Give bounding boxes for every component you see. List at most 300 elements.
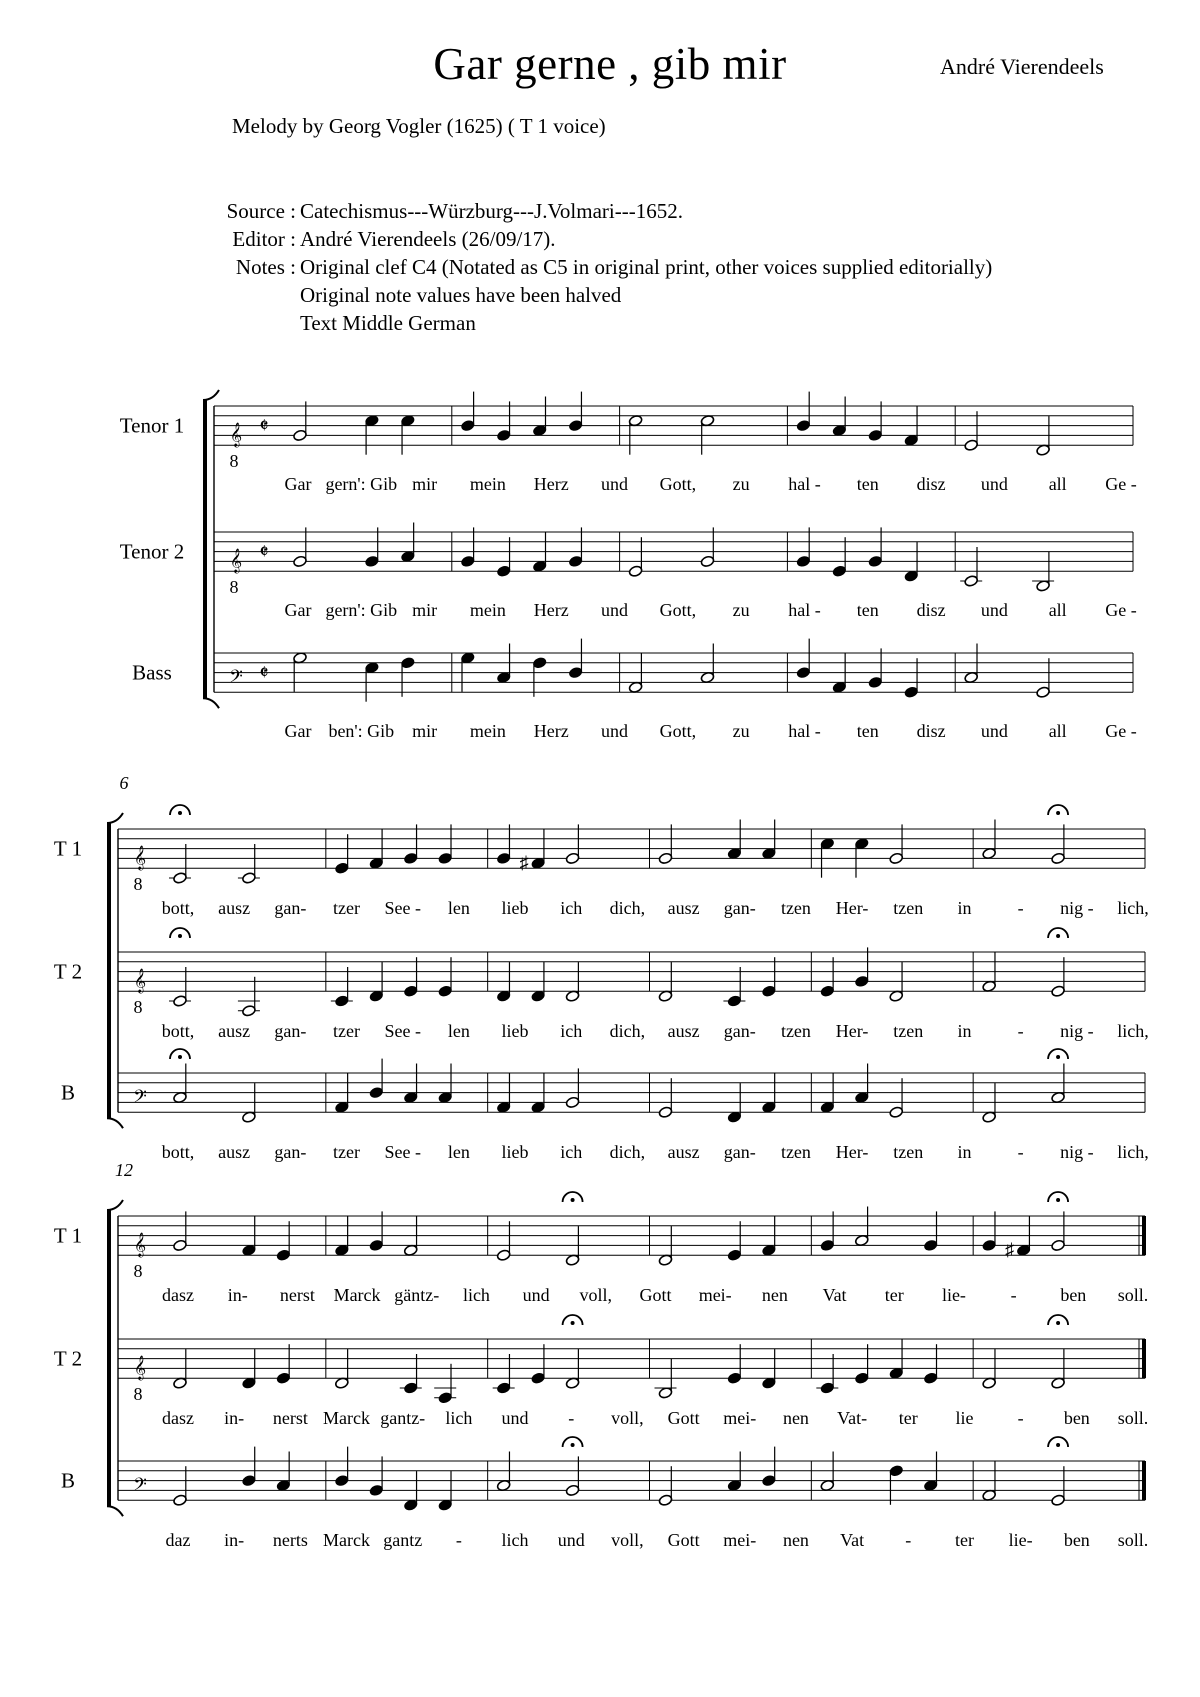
quarter-note <box>532 657 547 670</box>
lyric-syllable: ter <box>884 1285 904 1306</box>
quarter-note <box>496 429 511 442</box>
fermata-dot <box>1056 1443 1060 1447</box>
lyric-syllable: lie <box>955 1408 974 1429</box>
half-note <box>1051 1377 1066 1390</box>
lyric-syllable: zu <box>732 721 750 742</box>
lyric-syllable: dasz <box>162 1285 194 1306</box>
lyric-syllable: lich, <box>1117 1021 1149 1042</box>
lyric-syllable: lich <box>445 1408 473 1429</box>
lyric-syllable: gantz- <box>380 1408 426 1429</box>
lyric-syllable: Marck <box>333 1285 381 1306</box>
lyric-syllable: und <box>557 1530 585 1551</box>
lyric-syllable: ben': Gib <box>328 721 395 742</box>
half-note <box>242 1005 257 1018</box>
lyric-syllable: ten <box>856 721 879 742</box>
lyric-syllable: ter <box>954 1530 974 1551</box>
bracket-bottom-hook <box>203 698 219 708</box>
lyric-syllable: mein <box>469 600 506 621</box>
editor-value: André Vierendeels (26/09/17). <box>300 227 556 251</box>
half-note <box>658 1387 673 1400</box>
lyric-syllable: Herz <box>533 721 569 742</box>
lyric-syllable: voll, <box>611 1530 644 1551</box>
lyric-syllable: mein <box>469 721 506 742</box>
lyric-syllable: zu <box>732 600 750 621</box>
staff-name: T 1 <box>53 836 83 861</box>
lyric-syllable: - <box>1017 1142 1024 1163</box>
lyric-syllable: len <box>447 898 470 919</box>
half-note <box>658 1254 673 1267</box>
lyric-syllable: ausz <box>667 898 700 919</box>
half-note <box>293 429 308 442</box>
bracket-top-hook <box>107 813 123 823</box>
editor-label: Editor : <box>232 227 296 251</box>
half-note <box>335 1377 350 1390</box>
lyric-syllable: zu <box>732 474 750 495</box>
lyric-syllable: Gott, <box>659 721 697 742</box>
lyric-syllable: soll. <box>1117 1285 1149 1306</box>
lyric-syllable: - <box>1017 1021 1024 1042</box>
quarter-note <box>365 555 380 568</box>
quarter-note <box>242 1474 257 1487</box>
half-note <box>1051 1091 1066 1104</box>
lyric-syllable: disz <box>916 721 946 742</box>
half-note <box>982 847 997 860</box>
quarter-note <box>531 1372 546 1385</box>
fermata-dot <box>571 1443 575 1447</box>
lyric-syllable: lich, <box>1117 1142 1149 1163</box>
half-note <box>173 1494 188 1507</box>
quarter-note <box>460 652 475 665</box>
lyric-syllable: Gott, <box>659 474 697 495</box>
lyric-syllable: Her- <box>835 898 869 919</box>
lyric-syllable: lich <box>501 1530 529 1551</box>
lyric-syllable: voll, <box>579 1285 613 1306</box>
lyric-syllable: gantz <box>383 1530 423 1551</box>
lyric-syllable: - <box>905 1530 912 1551</box>
quarter-note <box>369 990 384 1003</box>
quarter-note <box>889 1367 904 1380</box>
quarter-note <box>762 847 777 860</box>
quarter-note <box>242 1244 257 1257</box>
quarter-note <box>276 1479 291 1492</box>
lyric-syllable: Gott <box>639 1285 672 1306</box>
quarter-note <box>727 1479 742 1492</box>
quarter-note <box>923 1372 938 1385</box>
quarter-note <box>438 1499 453 1512</box>
measure-number: 6 <box>119 773 129 793</box>
lyric-syllable: ich <box>560 1021 583 1042</box>
half-note <box>820 1479 835 1492</box>
fermata-dot <box>1056 1198 1060 1202</box>
staff-name: B <box>60 1468 76 1493</box>
quarter-note <box>820 1239 835 1252</box>
quarter-note <box>820 1101 835 1114</box>
composer-name: André Vierendeels <box>940 54 1104 79</box>
quarter-note <box>335 1244 350 1257</box>
fermata-dot <box>1056 934 1060 938</box>
treble-clef-icon: 𝄞 <box>133 1232 147 1257</box>
half-note <box>889 1106 904 1119</box>
lyric-syllable: tzen <box>780 1142 811 1163</box>
lyric-syllable: gan- <box>723 1142 756 1163</box>
half-note <box>173 1377 188 1390</box>
lyric-syllable: gan- <box>274 1142 307 1163</box>
lyric-syllable: - <box>1017 898 1024 919</box>
quarter-note <box>1016 1244 1031 1257</box>
quarter-note <box>854 1091 869 1104</box>
treble-clef-icon: 𝄞 <box>229 548 243 573</box>
cut-time-icon: 𝄵 <box>259 539 269 564</box>
half-note <box>1036 686 1051 699</box>
quarter-note <box>854 837 869 850</box>
staff-name: B <box>60 1080 76 1105</box>
lyric-syllable: nig - <box>1060 1021 1094 1042</box>
cut-time-icon: 𝄵 <box>259 660 269 685</box>
lyric-syllable: - <box>1017 1408 1024 1429</box>
quarter-note <box>242 1377 257 1390</box>
bass-clef-icon: 𝄢 <box>133 1086 147 1111</box>
half-note <box>173 1091 188 1104</box>
lyric-syllable: nerst <box>279 1285 315 1306</box>
quarter-note <box>796 666 811 679</box>
quarter-note <box>335 995 350 1008</box>
lyric-syllable: ausz <box>667 1021 700 1042</box>
lyric-syllable: tzer <box>333 898 361 919</box>
lyric-syllable: nerst <box>272 1408 308 1429</box>
lyric-syllable: ben <box>1063 1530 1090 1551</box>
quarter-note <box>568 419 583 432</box>
quarter-note <box>403 985 418 998</box>
staff-name: Bass <box>132 660 172 685</box>
half-note <box>173 1239 188 1252</box>
lyric-syllable: tzen <box>893 1021 924 1042</box>
bracket-top-hook <box>203 390 219 400</box>
treble-clef-icon: 𝄞 <box>229 422 243 447</box>
lyric-syllable: daz <box>165 1530 191 1551</box>
lyric-syllable: und <box>601 721 629 742</box>
quarter-note <box>403 1499 418 1512</box>
half-note <box>242 872 257 885</box>
quarter-note <box>531 1101 546 1114</box>
lyric-syllable: dich, <box>609 898 646 919</box>
bracket-top-hook <box>107 1200 123 1210</box>
lyric-syllable: See - <box>384 1142 421 1163</box>
lyric-syllable: Gar <box>284 721 312 742</box>
quarter-note <box>438 985 453 998</box>
half-note <box>565 852 580 865</box>
piece-title: Gar gerne , gib mir <box>433 39 787 89</box>
lyric-syllable: hal - <box>788 474 821 495</box>
lyric-syllable: gern': Gib <box>325 600 398 621</box>
half-note <box>565 1377 580 1390</box>
half-note <box>173 872 188 885</box>
lyric-syllable: voll, <box>611 1408 644 1429</box>
fermata-dot <box>571 1321 575 1325</box>
bass-clef-icon: 𝄢 <box>133 1474 147 1499</box>
lyric-syllable: Ge - <box>1105 721 1137 742</box>
treble-clef-icon: 𝄞 <box>133 1355 147 1380</box>
quarter-note <box>727 847 742 860</box>
half-note <box>1051 852 1066 865</box>
staff-name: T 1 <box>53 1223 83 1248</box>
quarter-note <box>532 424 547 437</box>
quarter-note <box>496 671 511 684</box>
lyric-syllable: und <box>501 1408 529 1429</box>
lyric-syllable: gern': Gib <box>325 474 398 495</box>
quarter-note <box>762 1377 777 1390</box>
half-note <box>565 1484 580 1497</box>
quarter-note <box>923 1479 938 1492</box>
quarter-note <box>438 1392 453 1405</box>
fermata-dot <box>178 934 182 938</box>
lyric-syllable: mir <box>412 721 438 742</box>
lyric-syllable: ausz <box>667 1142 700 1163</box>
lyric-syllable: lich, <box>1117 898 1149 919</box>
lyric-syllable: Gott <box>667 1530 700 1551</box>
half-note <box>982 1111 997 1124</box>
lyric-syllable: hal - <box>788 600 821 621</box>
lyric-syllable: ausz <box>218 1021 251 1042</box>
lyric-syllable: len <box>447 1142 470 1163</box>
lyric-syllable: ich <box>560 1142 583 1163</box>
half-note <box>658 1106 673 1119</box>
notes-label: Notes : <box>235 255 296 279</box>
lyric-syllable: Gott, <box>659 600 697 621</box>
treble-clef-icon: 𝄞 <box>133 968 147 993</box>
lyric-syllable: Ge - <box>1105 474 1137 495</box>
lyric-syllable: len <box>447 1021 470 1042</box>
half-note <box>700 414 715 427</box>
fermata-dot <box>1056 1055 1060 1059</box>
lyric-syllable: mir <box>412 474 438 495</box>
lyric-syllable: ten <box>856 600 879 621</box>
quarter-note <box>438 852 453 865</box>
sharp-icon: ♯ <box>519 852 529 873</box>
lyric-syllable: tzen <box>893 1142 924 1163</box>
quarter-note <box>868 429 883 442</box>
quarter-note <box>496 990 511 1003</box>
quarter-note <box>531 990 546 1003</box>
half-note <box>658 1494 673 1507</box>
half-note <box>628 414 643 427</box>
lyric-syllable: in- <box>224 1408 245 1429</box>
bracket-bottom-hook <box>107 1118 123 1128</box>
octave-eight-mark: 8 <box>133 1384 143 1405</box>
lyric-syllable: dich, <box>609 1021 646 1042</box>
lyric-syllable: ausz <box>218 1142 251 1163</box>
quarter-note <box>820 1382 835 1395</box>
quarter-note <box>335 1474 350 1487</box>
quarter-note <box>276 1249 291 1262</box>
quarter-note <box>568 666 583 679</box>
lyric-syllable: soll. <box>1117 1530 1149 1551</box>
fermata-dot <box>178 811 182 815</box>
lyric-syllable: in <box>957 1142 972 1163</box>
quarter-note <box>904 570 919 583</box>
quarter-note <box>820 837 835 850</box>
quarter-note <box>568 555 583 568</box>
lyric-syllable: gan- <box>723 1021 756 1042</box>
lyric-syllable: dich, <box>609 1142 646 1163</box>
notes-line: Text Middle German <box>300 311 476 335</box>
lyric-syllable: disz <box>916 600 946 621</box>
lyric-syllable: lieb <box>501 1142 529 1163</box>
staff-name: T 2 <box>53 1346 83 1371</box>
half-note <box>496 1479 511 1492</box>
half-note <box>889 990 904 1003</box>
quarter-note <box>727 1372 742 1385</box>
quarter-note <box>369 1484 384 1497</box>
lyric-syllable: See - <box>384 1021 421 1042</box>
lyric-syllable: Her- <box>835 1142 869 1163</box>
notes-line: Original clef C4 (Notated as C5 in original print, other voices supplied editorially) <box>300 255 993 279</box>
quarter-note <box>889 1465 904 1478</box>
lyric-syllable: Her- <box>835 1021 869 1042</box>
half-note <box>658 852 673 865</box>
quarter-note <box>276 1372 291 1385</box>
lyric-syllable: all <box>1048 721 1067 742</box>
half-note <box>964 439 979 452</box>
lyric-syllable: mei- <box>723 1530 757 1551</box>
quarter-note <box>403 852 418 865</box>
half-note <box>964 575 979 588</box>
quarter-note <box>982 1239 997 1252</box>
notes-line: Original note values have been halved <box>300 283 622 307</box>
lyric-syllable: Vat- <box>837 1408 868 1429</box>
quarter-note <box>401 657 416 670</box>
lyric-syllable: ausz <box>218 898 251 919</box>
lyric-syllable: in- <box>224 1530 245 1551</box>
lyric-syllable: mei- <box>723 1408 757 1429</box>
quarter-note <box>727 1249 742 1262</box>
octave-eight-mark: 8 <box>133 997 143 1018</box>
lyric-syllable: bott, <box>161 1142 195 1163</box>
treble-clef-icon: 𝄞 <box>133 845 147 870</box>
measure-number: 12 <box>115 1160 133 1180</box>
half-note <box>293 555 308 568</box>
quarter-note <box>369 1239 384 1252</box>
lyric-syllable: gan- <box>274 898 307 919</box>
quarter-note <box>796 555 811 568</box>
half-note <box>628 565 643 578</box>
half-note <box>628 681 643 694</box>
lyric-syllable: gäntz- <box>394 1285 440 1306</box>
lyric-syllable: und <box>601 600 629 621</box>
quarter-note <box>762 1244 777 1257</box>
lyric-syllable: Vat <box>840 1530 865 1551</box>
lyric-syllable: dasz <box>162 1408 194 1429</box>
fermata-dot <box>571 1198 575 1202</box>
lyric-syllable: lieb <box>501 1021 529 1042</box>
lyric-syllable: hal - <box>788 721 821 742</box>
quarter-note <box>532 560 547 573</box>
octave-eight-mark: 8 <box>133 1261 143 1282</box>
lyric-syllable: in- <box>227 1285 248 1306</box>
lyric-syllable: lie- <box>1008 1530 1033 1551</box>
half-note <box>982 1377 997 1390</box>
half-note <box>1051 1239 1066 1252</box>
quarter-note <box>854 975 869 988</box>
lyric-syllable: in <box>957 1021 972 1042</box>
lyric-syllable: in <box>957 898 972 919</box>
quarter-note <box>460 555 475 568</box>
lyric-syllable: - <box>455 1530 462 1551</box>
staff-name: T 2 <box>53 959 83 984</box>
lyric-syllable: tzen <box>780 898 811 919</box>
lyric-syllable: Ge - <box>1105 600 1137 621</box>
lyric-syllable: Marck <box>323 1408 371 1429</box>
half-note <box>403 1244 418 1257</box>
quarter-note <box>762 1474 777 1487</box>
quarter-note <box>496 1101 511 1114</box>
quarter-note <box>762 1101 777 1114</box>
lyric-syllable: Gott <box>667 1408 700 1429</box>
quarter-note <box>820 985 835 998</box>
lyric-syllable: und <box>980 600 1008 621</box>
quarter-note <box>832 681 847 694</box>
quarter-note <box>401 550 416 563</box>
quarter-note <box>496 565 511 578</box>
lyric-syllable: mir <box>412 600 438 621</box>
half-note <box>173 995 188 1008</box>
quarter-note <box>460 419 475 432</box>
quarter-note <box>854 1372 869 1385</box>
lyric-syllable: und <box>522 1285 550 1306</box>
lyric-syllable: und <box>980 474 1008 495</box>
quarter-note <box>762 985 777 998</box>
quarter-note <box>335 862 350 875</box>
half-note <box>293 652 308 665</box>
staff-name: Tenor 1 <box>119 413 185 438</box>
half-note <box>854 1234 869 1247</box>
source-value: Catechismus---Würzburg---J.Volmari---1652. <box>300 199 683 223</box>
half-note <box>565 990 580 1003</box>
lyric-syllable: disz <box>916 474 946 495</box>
lyric-syllable: - <box>568 1408 575 1429</box>
lyric-syllable: ben <box>1063 1408 1090 1429</box>
lyric-syllable: nen <box>782 1408 809 1429</box>
half-note <box>982 1489 997 1502</box>
lyric-syllable: all <box>1048 474 1067 495</box>
half-note <box>964 671 979 684</box>
lyric-syllable: bott, <box>161 898 195 919</box>
quarter-note <box>438 1091 453 1104</box>
staff-name: Tenor 2 <box>119 539 185 564</box>
half-note <box>1051 985 1066 998</box>
lyric-syllable: tzer <box>333 1142 361 1163</box>
half-note <box>242 1111 257 1124</box>
half-note <box>700 555 715 568</box>
lyric-syllable: gan- <box>723 898 756 919</box>
lyric-syllable: nig - <box>1060 1142 1094 1163</box>
lyric-syllable: nerts <box>272 1530 308 1551</box>
lyric-syllable: mein <box>469 474 506 495</box>
half-note <box>565 1096 580 1109</box>
fermata-dot <box>1056 1321 1060 1325</box>
lyric-syllable: Gar <box>284 474 312 495</box>
half-note <box>496 1249 511 1262</box>
quarter-note <box>403 1382 418 1395</box>
lyric-syllable: nig - <box>1060 898 1094 919</box>
quarter-note <box>727 1111 742 1124</box>
octave-eight-mark: 8 <box>229 451 239 472</box>
half-note <box>1036 444 1051 457</box>
bass-clef-icon: 𝄢 <box>229 666 243 691</box>
fermata-dot <box>1056 811 1060 815</box>
half-note <box>982 980 997 993</box>
lyric-syllable: ich <box>560 898 583 919</box>
lyric-syllable: See - <box>384 898 421 919</box>
